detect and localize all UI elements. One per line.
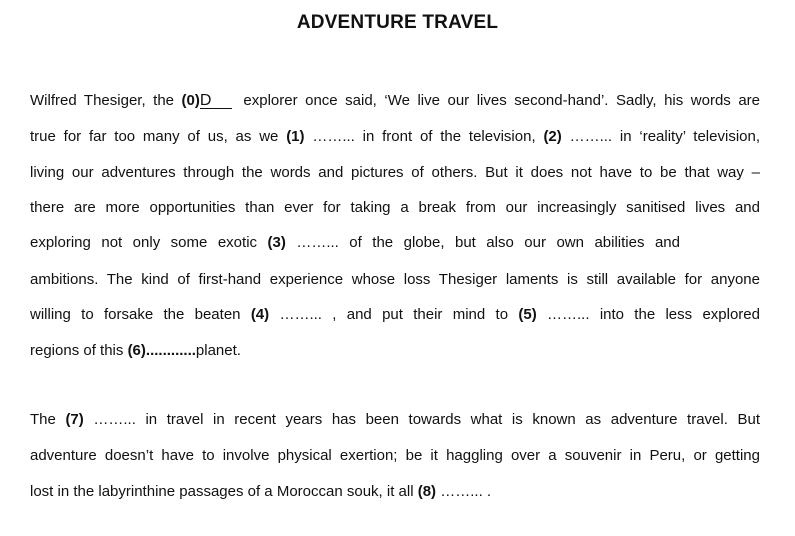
paragraph1-line6: ambitions. The kind of first-hand experience whose loss Thesiger laments is still available for anyone	[30, 271, 760, 288]
text-span: ……... into the less explored	[536, 306, 760, 323]
text-span: ……... in ‘reality’ television,	[561, 128, 761, 145]
text-span: ……... in front of the television,	[304, 128, 544, 145]
text-span: regions of this	[30, 342, 128, 359]
paragraph2-line1	[30, 409, 760, 431]
paragraph2-line3	[30, 481, 760, 503]
gap-number-1: (1)	[286, 128, 305, 145]
text-span: willing to forsake the beaten	[30, 306, 251, 323]
paragraph1-line4: there are more opportunities than ever for taking a break from our increasingly sanitised lives and	[30, 199, 760, 216]
gap-number-3: (3)	[267, 234, 286, 251]
text-span: lost in the labyrinthine passages of a Moroccan souk, it all	[30, 483, 418, 500]
text-span: ……... in travel in recent years has been towards what is known as adventure travel. But	[83, 411, 760, 428]
gap-number-2: (2)	[543, 128, 562, 145]
paragraph1-line1	[30, 90, 760, 112]
paragraph1-line7	[30, 304, 760, 326]
gap-number-4: (4)	[250, 306, 270, 323]
text-span: exploring not only some exotic	[30, 234, 268, 251]
page-title: ADVENTURE TRAVEL	[296, 12, 499, 33]
gap-number-8: (8)	[417, 483, 437, 500]
gap-number-0: (0)	[181, 92, 200, 109]
text-span: ……... .	[436, 483, 492, 500]
text-span: ……... of the globe, but also our own abilities and	[285, 234, 680, 251]
paragraph1-line2	[30, 126, 760, 148]
paragraph1-line8	[30, 340, 760, 362]
paragraph1-line3: living our adventures through the words and pictures of others. But it does not have to be that way –	[30, 164, 760, 181]
example-answer: D	[200, 93, 232, 109]
text-span: true for far too many of us, as we	[30, 128, 287, 145]
gap-number-5: (5)	[518, 306, 537, 323]
text-span: planet.	[195, 342, 241, 359]
paragraph1-line5	[30, 232, 680, 254]
gap-number-6: (6)............	[127, 342, 196, 359]
text-span: Wilfred Thesiger, the	[30, 92, 182, 109]
text-span: ……... , and put their mind to	[269, 306, 519, 323]
text-span: explorer once said, ‘We live our lives second-hand’. Sadly, his words are	[235, 92, 760, 109]
paragraph2-line2: adventure doesn’t have to involve physical exertion; be it haggling over a souvenir in Peru, or getting	[30, 447, 760, 464]
text-span: The	[30, 411, 66, 428]
gap-number-7: (7)	[65, 411, 84, 428]
